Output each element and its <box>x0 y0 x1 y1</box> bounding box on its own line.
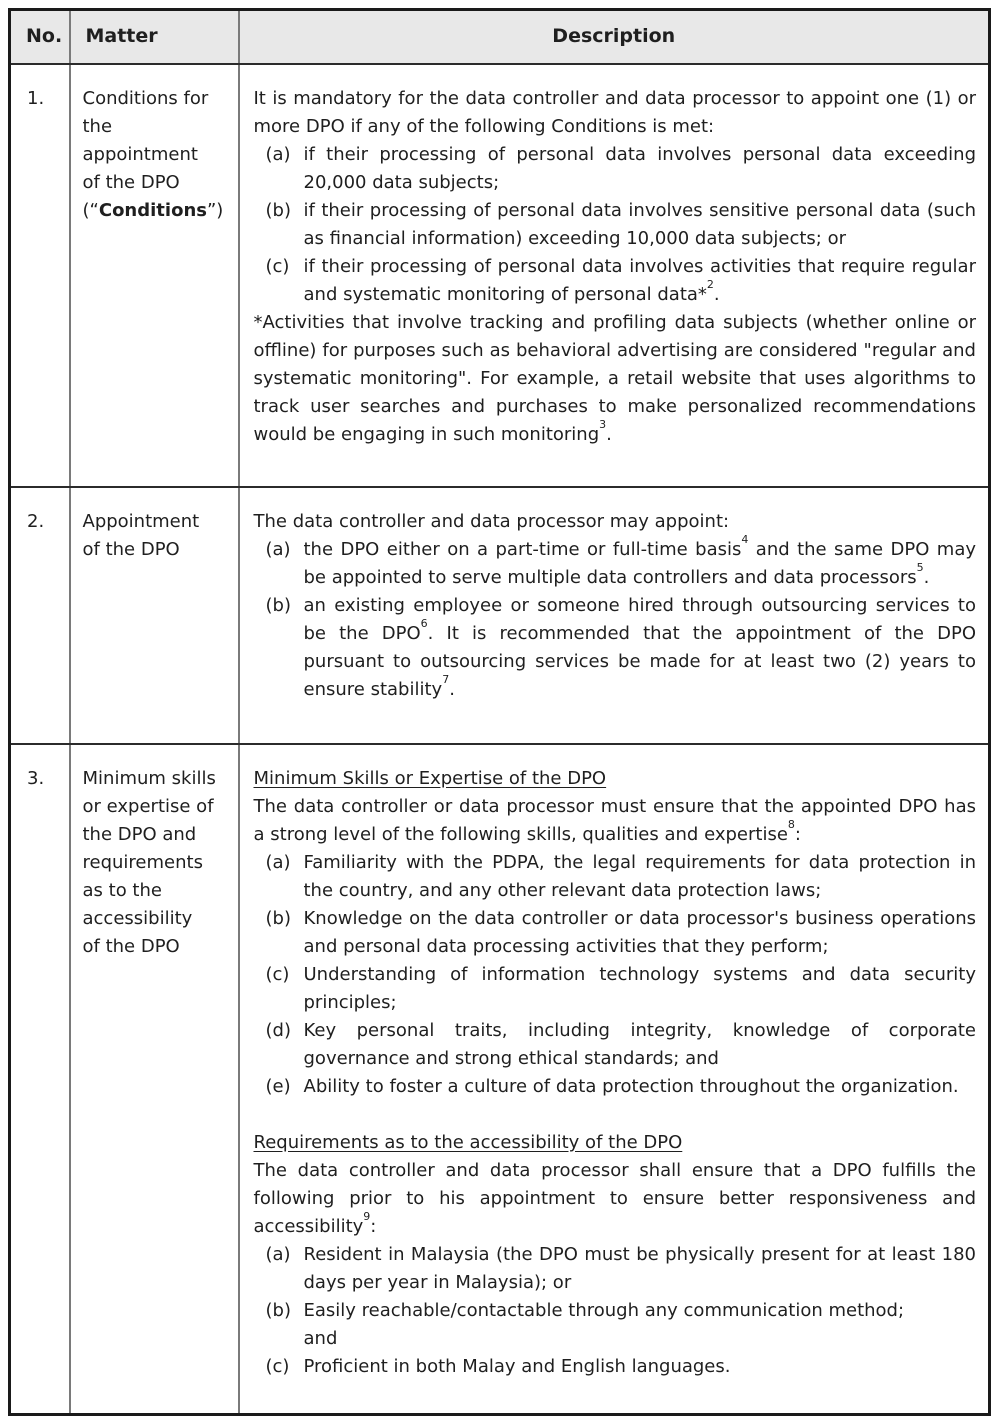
list-item-body: Ability to foster a culture of data protection throughout the organization. <box>303 1075 959 1097</box>
list-item <box>254 592 977 704</box>
list-item <box>254 532 977 592</box>
matter-appointment: Appointment of the DPO <box>70 487 239 744</box>
list-item-body: Key personal traits, including integrity, knowledge of corporate governance and strong ethical standards; and <box>303 1019 976 1069</box>
list-item-body: Understanding of information technology systems and data security principles; <box>303 963 976 1013</box>
list-item-label: (a) <box>265 1243 291 1265</box>
list-item-label: (c) <box>265 963 290 985</box>
table-header-row <box>10 10 990 64</box>
footnote-paragraph: *Activities that involve tracking and profiling data subjects (whether online or offline) for purposes such as behavioral advertising are considered "regular and systematic monitoring". For example, a retail website that uses algorithms to track user searches and purchases to make personalized recommendations would be engaging in such monitoring$^3$. <box>253 311 976 445</box>
intro-paragraph: The data controller or data processor must ensure that the appointed DPO has a strong level of the following skills, qualities and expertise$^8$: <box>253 795 976 845</box>
section-accessibility <box>254 1129 977 1381</box>
list-item-body: Familiarity with the PDPA, the legal requirements for data protection in the country, and any other relevant data protection laws; <box>303 851 976 901</box>
header-cell-no: No. <box>10 10 70 64</box>
list-item <box>254 1017 977 1073</box>
section-heading: Requirements as to the accessibility of the DPO <box>253 1131 683 1153</box>
list-item <box>254 253 977 309</box>
table-row-appointment <box>10 487 990 744</box>
list-item-label: (a) <box>265 851 291 873</box>
list-item <box>254 961 977 1017</box>
matter-skills: Minimum skills or expertise of the DPO and requirements as to the accessibility of the DPO <box>70 744 239 1415</box>
list-item-body: if their processing of personal data involves activities that require regular and systematic monitoring of personal data*$^2$. <box>303 255 976 305</box>
list-item-label: (c) <box>265 255 290 277</box>
list-item-label: (e) <box>265 1075 291 1097</box>
list-item-label: (a) <box>265 143 291 165</box>
row-number: 1. <box>10 64 70 487</box>
list-item <box>254 1073 977 1101</box>
list-item-label: (b) <box>265 1299 291 1321</box>
list-item-body: an existing employee or someone hired through outsourcing services to be the DPO$^6$. It is recommended that the appointment of the DPO pursuant to outsourcing services be made for at least two (2) years to ensure stability$^7$. <box>303 594 976 700</box>
list-item-body: Resident in Malaysia (the DPO must be physically present for at least 180 days per year in Malaysia); or <box>303 1243 976 1293</box>
list-item <box>254 141 977 197</box>
section-heading: Minimum Skills or Expertise of the DPO <box>253 767 607 789</box>
list-item-body: the DPO either on a part-time or full-time basis$^4$ and the same DPO may be appointed to serve multiple data controllers and data processors$^5$. <box>303 532 976 588</box>
list-item-body: Knowledge on the data controller or data processor's business operations and personal data processing activities that they perform; <box>303 907 976 957</box>
table-row-skills-accessibility <box>10 744 990 1415</box>
section-minimum-skills <box>254 765 977 1101</box>
document-page <box>0 8 1000 1421</box>
table-row-conditions <box>10 64 990 487</box>
intro-paragraph: It is mandatory for the data controller and data processor to appoint one (1) or more DPO if any of the following Conditions is met: <box>253 87 976 137</box>
row-number: 2. <box>10 487 70 744</box>
description-appointment <box>239 487 990 744</box>
list-item-label: (b) <box>265 907 291 929</box>
list-item-body: if their processing of personal data involves sensitive personal data (such as financial information) exceeding 10,000 data subjects; or <box>303 199 976 249</box>
list-item-body: Proficient in both Malay and English languages. <box>303 1355 731 1377</box>
intro-paragraph: The data controller and data processor may appoint: <box>253 510 730 532</box>
matter-conditions: Conditions for the appointment of the DPO (“Conditions”) <box>70 64 239 487</box>
header-cell-description: Description <box>239 10 990 64</box>
header-cell-matter: Matter <box>70 10 239 64</box>
dpo-requirements-table <box>8 8 991 1416</box>
description-skills <box>239 744 990 1415</box>
list-item-label: (b) <box>265 199 291 221</box>
list-item <box>254 849 977 905</box>
list-item-label: (d) <box>265 1019 291 1041</box>
row-number: 3. <box>10 744 70 1415</box>
list-item-body: if their processing of personal data involves personal data exceeding 20,000 data subjects; <box>303 143 976 193</box>
description-conditions <box>239 64 990 487</box>
intro-paragraph: The data controller and data processor shall ensure that a DPO fulfills the following prior to his appointment to ensure better responsiveness and accessibility$^9$: <box>253 1159 976 1237</box>
list-item <box>254 1297 977 1353</box>
list-item <box>254 197 977 253</box>
list-item <box>254 1241 977 1297</box>
list-item <box>254 905 977 961</box>
list-item-label: (c) <box>265 1355 290 1377</box>
list-item-label: (b) <box>265 594 291 616</box>
list-item-label: (a) <box>265 538 291 560</box>
list-item-body: Easily reachable/contactable through any communication method; and <box>303 1299 905 1349</box>
list-item <box>254 1353 977 1381</box>
